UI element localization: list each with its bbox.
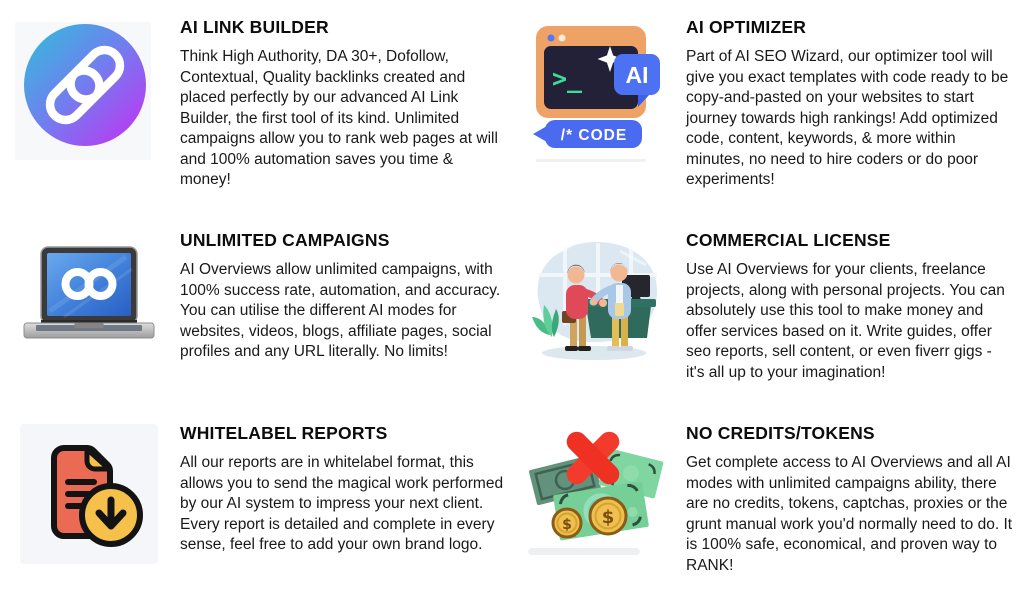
- money-cross-icon: [520, 418, 670, 570]
- feature-title: AI OPTIMIZER: [686, 17, 807, 37]
- feature-title: WHITELABEL REPORTS: [180, 423, 388, 443]
- feature-title: NO CREDITS/TOKENS: [686, 423, 875, 443]
- handshake-illustration: [520, 225, 670, 377]
- feature-description: Use AI Overviews for your clients, freelance projects, along with personal projects. You can absolutely use this tool to make money and offer services based on it. Write guides, offer seo reports, sell content, or even fiverr gigs - it's all up to your imagination!: [686, 261, 1005, 381]
- feature-card-commercial-license: [520, 225, 1014, 418]
- whitelabel-reports-icon: [14, 418, 164, 570]
- feature-title: COMMERCIAL LICENSE: [686, 230, 891, 250]
- feature-title: UNLIMITED CAMPAIGNS: [180, 230, 390, 250]
- laptop-infinity-icon: [14, 225, 164, 377]
- coin-large: [590, 498, 626, 534]
- coin-small: [553, 509, 581, 537]
- terminal-prompt-text: >_: [552, 64, 583, 93]
- unlimited-campaigns-icon: [14, 225, 164, 377]
- feature-description: All our reports are in whitelabel format, this allows you to send the magical work performed by our AI system to impress your next client. Every report is detailed and complete in every sense, feel free to add your own brand logo.: [180, 454, 504, 553]
- ai-badge-text: AI: [625, 62, 649, 88]
- coin-dollar-text: $: [601, 507, 615, 528]
- code-terminal-icon: [520, 12, 670, 164]
- feature-title: AI LINK BUILDER: [180, 17, 329, 37]
- feature-description: Get complete access to AI Overviews and all AI modes with unlimited campaigns ability, there are no credits, tokens, captchas, proxies or the grunt manual work you'd normally need to do. It is 100% safe, economical, and proven way to RANK!: [686, 454, 1013, 574]
- feature-description: Part of AI SEO Wizard, our optimizer tool will give you exact templates with code ready to be copy-and-pasted on your websites to start journey towards high rankings! Add optimized code, content, keywords, & more within minutes, no need to hire coders or do poor experiments!: [686, 48, 1009, 188]
- ai-link-builder-icon: [14, 12, 164, 164]
- code-label: [533, 120, 642, 148]
- feature-card-whitelabel-reports: [14, 418, 508, 605]
- ai-optimizer-icon: [520, 12, 670, 164]
- feature-description: AI Overviews allow unlimited campaigns, with 100% success rate, automation, and accuracy. You can utilise the different AI modes for websites, videos, blogs, affiliate pages, social profiles and any URL literally. No limits!: [180, 261, 501, 360]
- code-label-text: /* CODE: [560, 127, 628, 144]
- feature-description: Think High Authority, DA 30+, Dofollow, Contextual, Quality backlinks created and placed perfectly by our advanced AI Link Builder, the first tool of its kind. Unlimited campaigns allow you to rank web pages at will and 100% automation saves you time & money!: [180, 48, 498, 188]
- coin-dollar-text: $: [562, 517, 572, 533]
- feature-card-ai-link-builder: [14, 12, 508, 225]
- feature-card-ai-optimizer: [520, 12, 1014, 225]
- document-download-icon: [14, 418, 164, 570]
- chain-link-icon: [14, 12, 160, 164]
- feature-card-no-credits-tokens: [520, 418, 1014, 605]
- feature-card-unlimited-campaigns: [14, 225, 508, 418]
- no-credits-tokens-icon: [520, 418, 670, 570]
- commercial-license-icon: [520, 225, 670, 377]
